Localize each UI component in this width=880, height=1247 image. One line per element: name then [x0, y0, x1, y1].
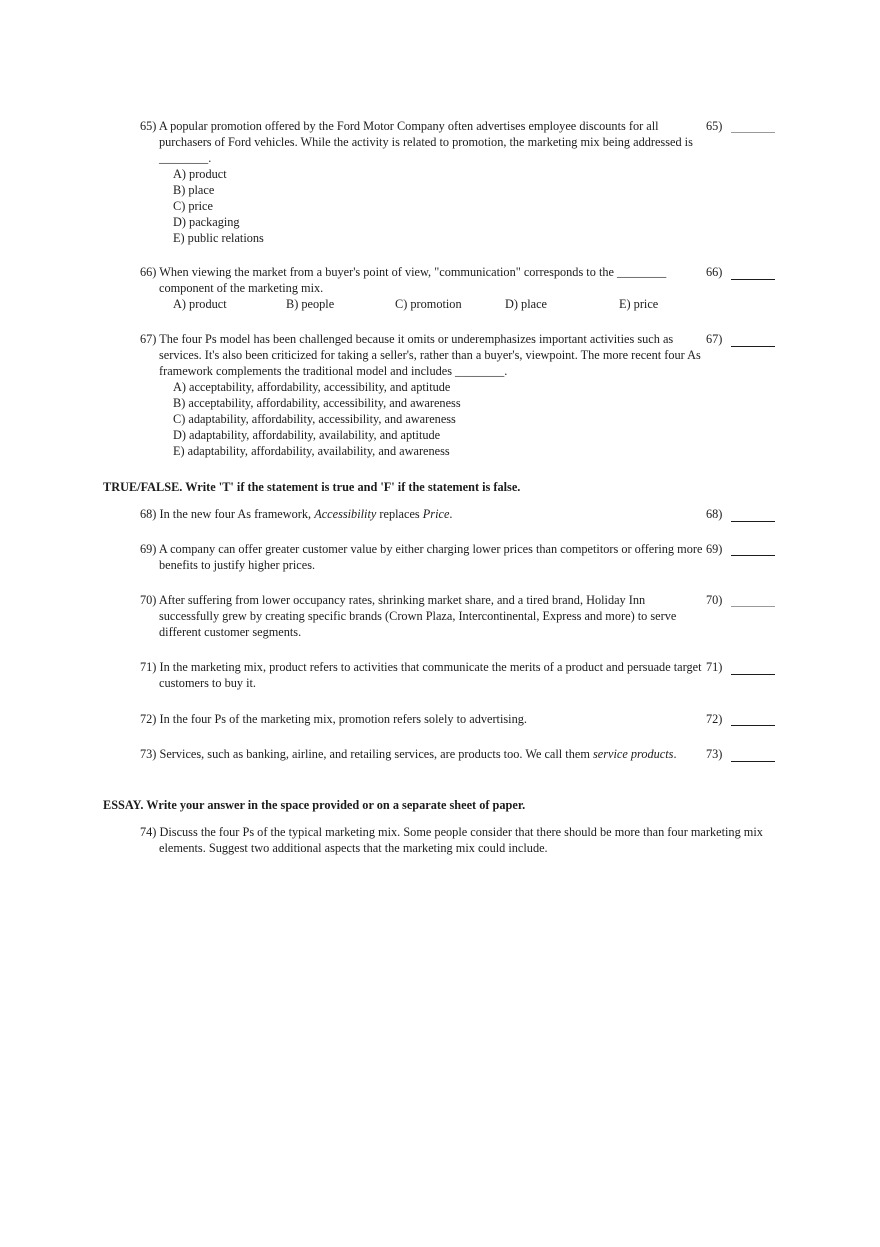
answer-blank-67[interactable]	[731, 331, 775, 347]
essay-heading: ESSAY. Write your answer in the space provided or on a separate sheet of paper.	[103, 798, 526, 812]
answer-blank-68[interactable]	[731, 506, 775, 522]
question-stem: A popular promotion offered by the Ford Motor Company often advertises employee discounts for all purchasers of Ford vehicles. While the activity is related to promotion, the marketing mix being addressed is ________.	[158, 119, 693, 165]
question-stem: The four Ps model has been challenged because it omits or underemphasizes important activities such as services. It's also been criticized for taking a seller's, rather than a buyer's, viewpoint. The more recent four As framework complements the traditional model and includes ________.	[159, 332, 701, 378]
answer-blank-69[interactable]	[731, 541, 775, 556]
essay-item-74	[140, 824, 769, 856]
answer-blank-70[interactable]	[731, 592, 775, 607]
option-c: C) promotion	[395, 297, 462, 311]
tf-item-69	[140, 541, 704, 573]
tf-item-68	[140, 506, 704, 522]
question-number: 67)	[140, 332, 157, 346]
answer-label-70: 70)	[706, 593, 723, 607]
tf-item-70	[140, 592, 704, 640]
question-67	[140, 331, 705, 459]
option-d: D) place	[505, 297, 547, 311]
question-65-text	[140, 118, 705, 166]
answer-label-68: 68)	[706, 507, 723, 521]
question-text: Services, such as banking, airline, and retailing services, are products too. We call them	[159, 747, 593, 761]
answer-label-65: 65)	[706, 119, 723, 133]
option-b: B) people	[286, 297, 335, 311]
emphasis-term: Accessibility	[314, 507, 377, 521]
option-a: A) acceptability, affordability, accessibility, and aptitude	[173, 380, 451, 394]
question-65	[140, 118, 705, 246]
answer-blank-66[interactable]	[731, 264, 775, 280]
truefalse-heading: TRUE/FALSE. Write 'T' if the statement is true and 'F' if the statement is false.	[103, 480, 521, 494]
question-text: A company can offer greater customer value by either charging lower prices than competitors or offering more benefits to justify higher prices.	[158, 542, 703, 572]
question-number: 71)	[140, 660, 157, 674]
option-e: E) price	[619, 297, 659, 311]
question-66-options	[173, 296, 705, 312]
question-text: replaces	[376, 507, 423, 521]
question-number: 66)	[140, 265, 157, 279]
question-number: 65)	[140, 119, 157, 133]
option-a: A) product	[173, 167, 227, 181]
answer-blank-72[interactable]	[731, 711, 775, 726]
answer-label-66: 66)	[706, 265, 723, 279]
question-text: After suffering from lower occupancy rates, shrinking market share, and a tired brand, Holiday Inn successfully grew by creating specific brands (Crown Plaza, Intercontinental, Express and more) to serve different customer segments.	[158, 593, 677, 639]
option-d: D) adaptability, affordability, availability, and aptitude	[173, 428, 441, 442]
question-text: .	[449, 507, 453, 521]
question-67-text	[140, 331, 705, 379]
question-text: In the marketing mix, product refers to activities that communicate the merits of a product and persuade target customers to buy it.	[159, 660, 702, 690]
option-b: B) place	[173, 183, 215, 197]
question-number: 70)	[140, 593, 157, 607]
tf-item-73	[140, 746, 704, 762]
answer-label-67: 67)	[706, 332, 723, 346]
question-number: 69)	[140, 542, 157, 556]
answer-label-69: 69)	[706, 542, 723, 556]
question-66	[140, 264, 705, 312]
answer-blank-71[interactable]	[731, 659, 775, 675]
question-text: .	[673, 747, 677, 761]
option-c: C) price	[173, 199, 213, 213]
question-text: Discuss the four Ps of the typical marketing mix. Some people consider that there should be more than four marketing mix elements. Suggest two additional aspects that the marketing mix could include.	[159, 825, 763, 855]
question-stem: When viewing the market from a buyer's point of view, "communication" corresponds to the ________ component of the marketing mix.	[159, 265, 667, 295]
tf-item-71	[140, 659, 704, 691]
emphasis-term: Price	[422, 507, 450, 521]
option-b: B) acceptability, affordability, accessibility, and awareness	[173, 396, 461, 410]
answer-blank-65[interactable]	[731, 118, 775, 133]
question-text: In the new four As framework,	[159, 507, 315, 521]
question-number: 68)	[140, 507, 157, 521]
emphasis-term: service products	[592, 747, 674, 761]
option-d: D) packaging	[173, 215, 240, 229]
option-e: E) public relations	[173, 231, 264, 245]
question-text: In the four Ps of the marketing mix, promotion refers solely to advertising.	[159, 712, 527, 726]
answer-label-71: 71)	[706, 660, 723, 674]
answer-label-73: 73)	[706, 747, 723, 761]
question-67-options	[173, 379, 705, 459]
question-65-options	[173, 166, 705, 246]
tf-item-72	[140, 711, 704, 727]
answer-blank-73[interactable]	[731, 746, 775, 762]
question-66-text	[140, 264, 705, 296]
option-e: E) adaptability, affordability, availability, and awareness	[173, 444, 450, 458]
question-number: 74)	[140, 825, 157, 839]
option-a: A) product	[173, 297, 227, 311]
answer-label-72: 72)	[706, 712, 723, 726]
option-c: C) adaptability, affordability, accessibility, and awareness	[173, 412, 456, 426]
question-number: 73)	[140, 747, 157, 761]
question-number: 72)	[140, 712, 157, 726]
